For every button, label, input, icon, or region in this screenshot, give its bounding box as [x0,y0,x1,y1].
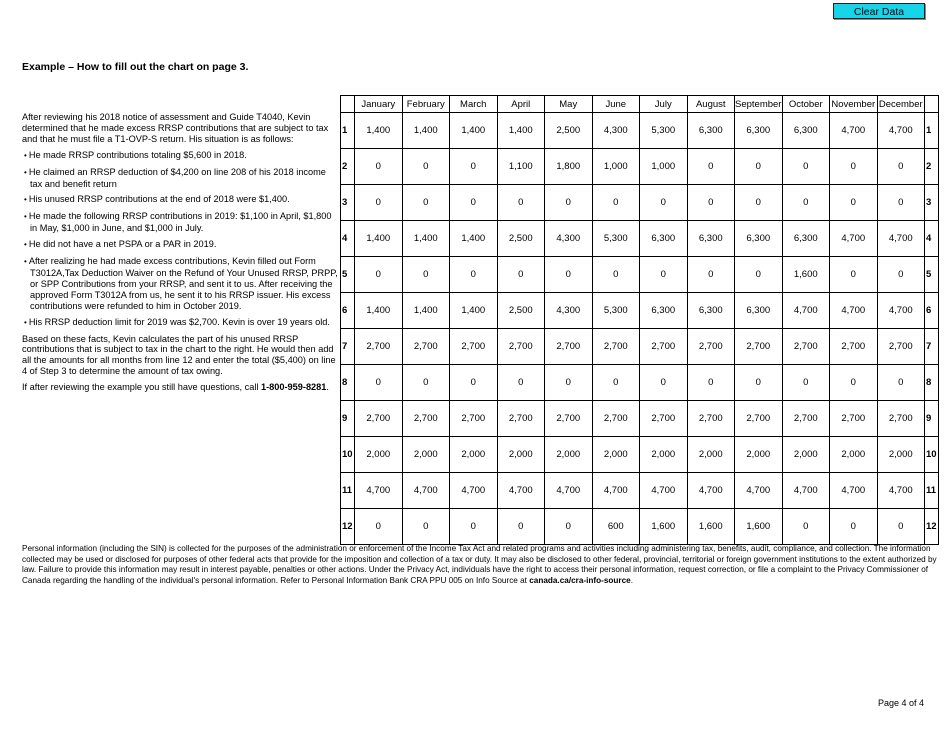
amount-cell[interactable]: 0 [355,365,403,401]
month-header: December [877,96,925,113]
line-number: 4 [925,221,939,257]
amount-cell[interactable]: 2,500 [497,221,545,257]
amount-cell[interactable]: 2,000 [450,437,498,473]
privacy-end: . [630,575,633,585]
amount-cell[interactable]: 6,300 [735,113,783,149]
amount-cell[interactable]: 4,700 [830,221,878,257]
amount-cell[interactable]: 4,700 [640,473,688,509]
line-number: 6 [341,293,355,329]
amount-cell[interactable]: 0 [830,365,878,401]
amount-cell[interactable]: 0 [402,185,450,221]
line-number: 8 [925,365,939,401]
page-number: Page 4 of 4 [878,698,925,708]
amount-cell[interactable]: 1,400 [402,293,450,329]
line-number: 12 [341,509,355,545]
table-row [341,473,939,509]
amount-cell[interactable]: 2,000 [735,437,783,473]
amount-cell[interactable]: 4,700 [355,473,403,509]
situation-list [22,150,340,329]
table-row [341,257,939,293]
amount-cell[interactable]: 2,700 [592,329,640,365]
line-number: 9 [925,401,939,437]
amount-cell[interactable]: 1,000 [592,149,640,185]
month-header: November [830,96,878,113]
amount-cell[interactable]: 1,400 [402,221,450,257]
amount-cell[interactable]: 2,700 [450,329,498,365]
line-number: 11 [341,473,355,509]
amount-cell[interactable]: 2,000 [782,437,830,473]
line-number: 7 [341,329,355,365]
amount-cell[interactable]: 0 [355,509,403,545]
amount-cell[interactable]: 1,400 [402,113,450,149]
amount-cell[interactable]: 2,700 [640,401,688,437]
table-row [341,113,939,149]
amount-cell[interactable]: 4,700 [830,113,878,149]
amount-cell[interactable]: 2,000 [687,437,735,473]
amount-cell[interactable]: 4,700 [877,113,925,149]
amount-cell[interactable]: 1,400 [450,221,498,257]
amount-cell[interactable]: 0 [450,149,498,185]
amount-cell[interactable]: 0 [355,257,403,293]
amount-cell[interactable]: 2,700 [640,329,688,365]
amount-cell[interactable]: 0 [640,257,688,293]
amount-cell[interactable]: 0 [782,509,830,545]
amount-cell[interactable]: 0 [497,257,545,293]
month-header: May [545,96,593,113]
amount-cell[interactable]: 2,700 [592,401,640,437]
amount-cell[interactable]: 6,300 [640,221,688,257]
amount-cell[interactable]: 0 [402,365,450,401]
amount-cell[interactable]: 6,300 [687,113,735,149]
month-header: April [497,96,545,113]
info-source-link[interactable]: canada.ca/cra-info-source [529,575,631,585]
questions-text [22,382,340,393]
month-header: January [355,96,403,113]
amount-cell[interactable]: 0 [640,185,688,221]
amount-cell[interactable]: 0 [735,257,783,293]
amount-cell[interactable]: 600 [592,509,640,545]
month-header: February [402,96,450,113]
amount-cell[interactable]: 6,300 [640,293,688,329]
amount-cell[interactable]: 0 [877,509,925,545]
amount-cell[interactable]: 0 [355,149,403,185]
amount-cell[interactable]: 6,300 [687,293,735,329]
example-chart [340,95,939,545]
amount-cell[interactable]: 1,600 [735,509,783,545]
amount-cell[interactable]: 0 [830,257,878,293]
table-row [341,437,939,473]
line-number: 12 [925,509,939,545]
line-number: 10 [341,437,355,473]
amount-cell[interactable]: 0 [450,257,498,293]
line-number: 2 [341,149,355,185]
amount-cell[interactable]: 1,600 [640,509,688,545]
amount-cell[interactable]: 4,700 [735,473,783,509]
amount-cell[interactable]: 1,400 [450,293,498,329]
line-number: 11 [925,473,939,509]
amount-cell[interactable]: 0 [592,185,640,221]
amount-cell[interactable]: 0 [830,185,878,221]
amount-cell[interactable]: 2,700 [497,401,545,437]
amount-cell[interactable]: 4,700 [402,473,450,509]
amount-cell[interactable]: 0 [545,185,593,221]
amount-cell[interactable]: 0 [877,365,925,401]
phone-number: 1-800-959-8281 [261,382,327,393]
amount-cell[interactable]: 2,700 [355,329,403,365]
line-number: 8 [341,365,355,401]
amount-cell[interactable]: 2,000 [592,437,640,473]
amount-cell[interactable]: 0 [735,365,783,401]
amount-cell[interactable]: 2,700 [735,329,783,365]
amount-cell[interactable]: 2,700 [402,401,450,437]
privacy-text: Personal information (including the SIN) is collected for the purposes of the administration or enforcement of the Income Tax Act and related programs and activities including administering tax, benefits, audit, compliance, and collection. The information collected may be used or disclosed for purposes of other federal acts that provide for the imposition and collection of a tax or duty. It may also be disclosed to other federal, provincial, territorial or foreign government institutions to the extent authorized by law. Failure to provide this information may result in interest payable, penalties or other actions. Under the Privacy Act, individuals have the right to access their personal information, request correction, or file a complaint to the Privacy Commissioner of Canada regarding the handling of the individual's personal information. Refer to Personal Information Bank CRA PPU 005 on Info Source at [22,544,937,585]
amount-cell[interactable]: 0 [782,365,830,401]
amount-cell[interactable]: 6,300 [782,221,830,257]
amount-cell[interactable]: 0 [782,185,830,221]
amount-cell[interactable]: 0 [545,257,593,293]
amount-cell[interactable]: 2,000 [497,437,545,473]
amount-cell[interactable]: 4,700 [497,473,545,509]
situation-item: • He made RRSP contributions totaling $5,600 in 2018. [22,150,340,162]
situation-item: • He made the following RRSP contributions in 2019: $1,100 in April, $1,800 in May, $1,000 in June, and $1,000 in July. [22,211,340,234]
amount-cell[interactable]: 1,400 [497,113,545,149]
table-row [341,185,939,221]
amount-cell[interactable]: 4,300 [545,293,593,329]
amount-cell[interactable]: 4,700 [545,473,593,509]
amount-cell[interactable]: 2,500 [545,113,593,149]
amount-cell[interactable]: 2,700 [877,401,925,437]
amount-cell[interactable]: 2,700 [735,401,783,437]
amount-cell[interactable]: 2,700 [402,329,450,365]
amount-cell[interactable]: 6,300 [687,221,735,257]
amount-cell[interactable]: 4,700 [782,293,830,329]
amount-cell[interactable]: 0 [830,149,878,185]
line-number: 1 [925,113,939,149]
amount-cell[interactable]: 0 [545,365,593,401]
amount-cell[interactable]: 1,800 [545,149,593,185]
amount-cell[interactable]: 2,700 [830,329,878,365]
amount-cell[interactable]: 2,700 [497,329,545,365]
amount-cell[interactable]: 0 [877,185,925,221]
line-number: 5 [925,257,939,293]
line-number: 3 [925,185,939,221]
amount-cell[interactable]: 0 [450,185,498,221]
line-number: 4 [341,221,355,257]
amount-cell[interactable]: 0 [687,185,735,221]
amount-cell[interactable]: 0 [782,149,830,185]
amount-cell[interactable]: 0 [830,509,878,545]
amount-cell[interactable]: 0 [402,257,450,293]
amount-cell[interactable]: 0 [687,257,735,293]
amount-cell[interactable]: 0 [497,509,545,545]
situation-item: • After realizing he had made excess contributions, Kevin filled out Form T3012A,Tax Deduction Waiver on the Refund of Your Unused RRSP, PRPP, or SPP Contributions from your RRSP, and sent it to us. After receiving the approved Form T3012A from us, he sent it to his RRSP issuer. His excess contributions were refunded to him in October 2019. [22,256,340,312]
amount-cell[interactable]: 0 [497,185,545,221]
amount-cell[interactable]: 4,700 [830,293,878,329]
amount-cell[interactable]: 6,300 [735,221,783,257]
amount-cell[interactable]: 2,700 [830,401,878,437]
privacy-notice [22,544,937,586]
line-number: 3 [341,185,355,221]
table-row [341,329,939,365]
page-title: Example – How to fill out the chart on page 3. [22,61,249,73]
amount-cell[interactable]: 4,700 [592,473,640,509]
clear-data-button[interactable]: Clear Data [833,3,925,19]
amount-cell[interactable]: 0 [877,257,925,293]
amount-cell[interactable]: 4,300 [592,113,640,149]
example-description [22,112,340,398]
amount-cell[interactable]: 6,300 [735,293,783,329]
amount-cell[interactable]: 0 [355,185,403,221]
conclusion-text: Based on these facts, Kevin calculates the part of his unused RRSP contributions that is subject to tax in the chart to the right. He would then add all the amounts for all months from line 12 and enter the total ($5,400) on line 4 of Step 3 to determine the amount of tax owing. [22,333,336,377]
amount-cell[interactable]: 6,300 [782,113,830,149]
amount-cell[interactable]: 5,300 [640,113,688,149]
amount-cell[interactable]: 0 [497,365,545,401]
amount-cell[interactable]: 4,700 [877,221,925,257]
table-row [341,365,939,401]
table-row [341,293,939,329]
amount-cell[interactable]: 2,700 [782,401,830,437]
table-row [341,149,939,185]
month-header: July [640,96,688,113]
amount-cell[interactable]: 4,700 [687,473,735,509]
amount-cell[interactable]: 2,700 [545,329,593,365]
amount-cell[interactable]: 0 [592,257,640,293]
amount-cell[interactable]: 2,000 [640,437,688,473]
amount-cell[interactable]: 2,000 [402,437,450,473]
amount-cell[interactable]: 1,600 [782,257,830,293]
amount-cell[interactable]: 2,700 [545,401,593,437]
amount-cell[interactable]: 0 [687,149,735,185]
amount-cell[interactable]: 4,700 [782,473,830,509]
amount-cell[interactable]: 5,300 [592,293,640,329]
situation-item: • His unused RRSP contributions at the end of 2018 were $1,400. [22,194,340,206]
amount-cell[interactable]: 2,700 [877,329,925,365]
month-header: September [735,96,783,113]
line-number: 9 [341,401,355,437]
amount-cell[interactable]: 2,000 [545,437,593,473]
amount-cell[interactable]: 0 [687,365,735,401]
amount-cell[interactable]: 2,000 [877,437,925,473]
table-row [341,509,939,545]
amount-cell[interactable]: 0 [640,365,688,401]
amount-cell[interactable]: 1,000 [640,149,688,185]
amount-cell[interactable]: 4,300 [545,221,593,257]
amount-cell[interactable]: 0 [402,509,450,545]
amount-cell[interactable]: 2,700 [687,401,735,437]
amount-cell[interactable]: 2,500 [497,293,545,329]
amount-cell[interactable]: 1,400 [355,221,403,257]
table-row [341,221,939,257]
amount-cell[interactable]: 1,400 [450,113,498,149]
amount-cell[interactable]: 0 [402,149,450,185]
amount-cell[interactable]: 0 [545,509,593,545]
amount-cell[interactable]: 4,700 [450,473,498,509]
amount-cell[interactable]: 4,700 [877,293,925,329]
line-number: 10 [925,437,939,473]
intro-text: After reviewing his 2018 notice of assessment and Guide T4040, Kevin determined that he made excess RRSP contributions that are subject to tax and that he must file a T1-OVP-S return. His situation is as follows: [22,112,329,144]
amount-cell[interactable]: 2,700 [355,401,403,437]
month-header: August [687,96,735,113]
amount-cell[interactable]: 1,400 [355,293,403,329]
line-number: 1 [341,113,355,149]
situation-item: • His RRSP deduction limit for 2019 was $2,700. Kevin is over 19 years old. [22,317,340,329]
amount-cell[interactable]: 2,700 [687,329,735,365]
amount-cell[interactable]: 2,000 [355,437,403,473]
amount-cell[interactable]: 0 [592,365,640,401]
amount-cell[interactable]: 1,400 [355,113,403,149]
situation-item: • He claimed an RRSP deduction of $4,200 on line 208 of his 2018 income tax and benefit return [22,167,340,190]
month-header: March [450,96,498,113]
amount-cell[interactable]: 0 [877,149,925,185]
questions-prefix: If after reviewing the example you still have questions, call [22,382,261,393]
amount-cell[interactable]: 2,700 [450,401,498,437]
line-number: 5 [341,257,355,293]
line-number: 7 [925,329,939,365]
amount-cell[interactable]: 0 [450,365,498,401]
amount-cell[interactable]: 0 [735,149,783,185]
table-row [341,401,939,437]
amount-cell[interactable]: 2,700 [782,329,830,365]
amount-cell[interactable]: 4,700 [830,473,878,509]
amount-cell[interactable]: 0 [450,509,498,545]
corner-cell [341,96,355,113]
corner-cell [925,96,939,113]
month-header: October [782,96,830,113]
month-header: June [592,96,640,113]
amount-cell[interactable]: 4,700 [877,473,925,509]
amount-cell[interactable]: 2,000 [830,437,878,473]
amount-cell[interactable]: 0 [735,185,783,221]
line-number: 2 [925,149,939,185]
situation-item: • He did not have a net PSPA or a PAR in 2019. [22,239,340,251]
questions-suffix: . [326,382,329,393]
amount-cell[interactable]: 5,300 [592,221,640,257]
month-header-row [341,96,939,113]
amount-cell[interactable]: 1,600 [687,509,735,545]
line-number: 6 [925,293,939,329]
amount-cell[interactable]: 1,100 [497,149,545,185]
